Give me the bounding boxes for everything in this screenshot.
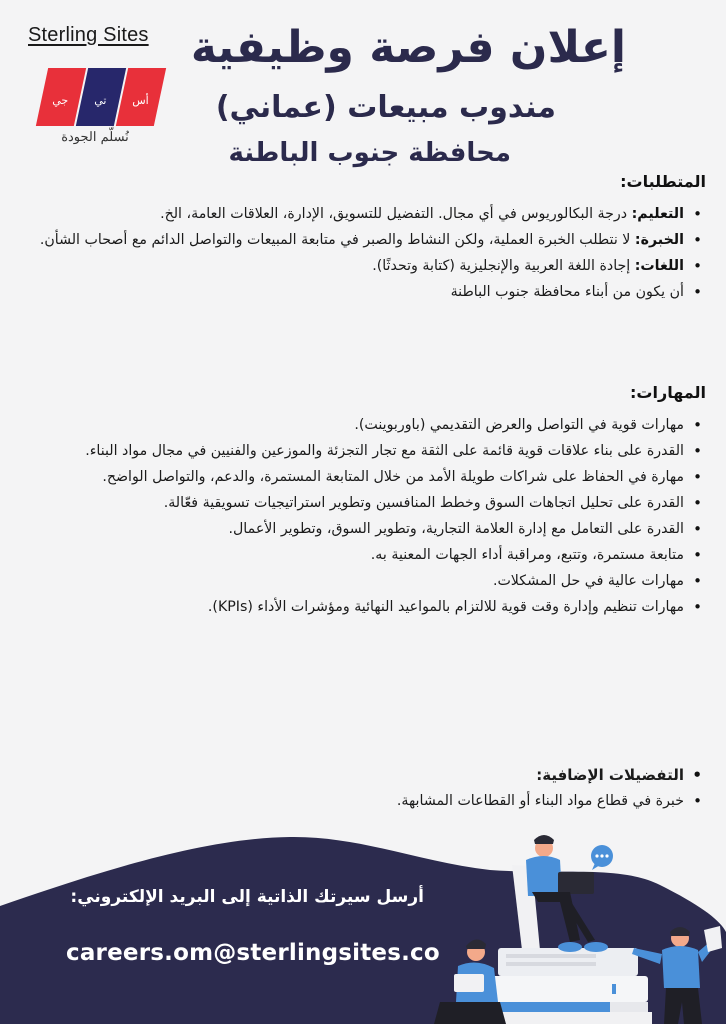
list-item: • القدرة على بناء علاقات قوية قائمة على الثقة مع تجار التجزئة والموزعين والفنيين في مجال مواد البناء. bbox=[20, 438, 706, 464]
list-item: • القدرة على التعامل مع إدارة العلامة التجارية، وتطوير السوق، وتطوير الأعمال. bbox=[20, 516, 706, 542]
logo-letter: جي bbox=[52, 93, 69, 107]
cta-text: أرسل سيرتك الذاتية إلى البريد الإلكتروني: bbox=[70, 887, 424, 907]
extras-section bbox=[20, 762, 706, 814]
list-item bbox=[20, 253, 706, 279]
logo-letter: تي bbox=[94, 93, 107, 107]
brand-name: Sterling Sites bbox=[28, 24, 149, 46]
list-item: • مهارة في الحفاظ على شراكات طويلة الأمد من خلال المتابعة المستمرة، والدعم، والتواصل الواضح. bbox=[20, 464, 706, 490]
logo-letter: أس bbox=[132, 93, 149, 107]
list-item: • مهارات قوية في التواصل والعرض التقديمي (باوربوينت). bbox=[20, 412, 706, 438]
people-reading-illustration bbox=[420, 830, 726, 1024]
list-item bbox=[20, 279, 706, 305]
item-text: لا نتطلب الخبرة العملية، ولكن النشاط والصبر في متابعة المبيعات والتواصل الدائم مع أصحاب الشأن. bbox=[39, 232, 635, 248]
page-title: إعلان فرصة وظيفية bbox=[190, 22, 626, 73]
item-text: إجادة اللغة العربية والإنجليزية (كتابة وتحدثًا). bbox=[372, 258, 635, 274]
item-label: اللغات: bbox=[634, 258, 684, 274]
company-logo bbox=[36, 68, 158, 126]
list-item: • خبرة في قطاع مواد البناء أو القطاعات المشابهة. bbox=[20, 788, 706, 814]
requirements-list bbox=[20, 201, 706, 305]
list-item: • مهارات تنظيم وإدارة وقت قوية للالتزام بالمواعيد النهائية ومؤشرات الأداء (KPIs). bbox=[20, 594, 706, 620]
list-item: • متابعة مستمرة، وتتبع، ومراقبة أداء الجهات المعنية به. bbox=[20, 542, 706, 568]
region-title: محافظة جنوب الباطنة bbox=[228, 138, 511, 168]
extras-list bbox=[20, 762, 706, 814]
skills-section bbox=[20, 383, 706, 620]
list-item: • مهارات عالية في حل المشكلات. bbox=[20, 568, 706, 594]
list-item bbox=[20, 227, 706, 253]
requirements-heading: المتطلبات: bbox=[620, 172, 706, 191]
position-title: مندوب مبيعات (عماني) bbox=[215, 90, 556, 125]
skills-list bbox=[20, 412, 706, 620]
item-text: أن يكون من أبناء محافظة جنوب الباطنة bbox=[450, 284, 684, 300]
extras-heading: • التفضيلات الإضافية: bbox=[20, 762, 706, 788]
requirements-section bbox=[20, 172, 706, 305]
list-item: • القدرة على تحليل اتجاهات السوق وخطط المنافسين وتطوير استراتيجيات تسويقية فعّالة. bbox=[20, 490, 706, 516]
tagline: نُسلّم الجودة bbox=[61, 130, 129, 145]
skills-heading: المهارات: bbox=[630, 383, 706, 402]
item-text: درجة البكالوريوس في أي مجال. التفضيل للتسويق، الإدارة، العلاقات العامة، الخ. bbox=[160, 206, 632, 222]
item-label: الخبرة: bbox=[634, 232, 684, 248]
list-item bbox=[20, 201, 706, 227]
item-label: التعليم: bbox=[631, 206, 684, 222]
email-link[interactable]: careers.om@sterlingsites.co bbox=[66, 940, 440, 966]
